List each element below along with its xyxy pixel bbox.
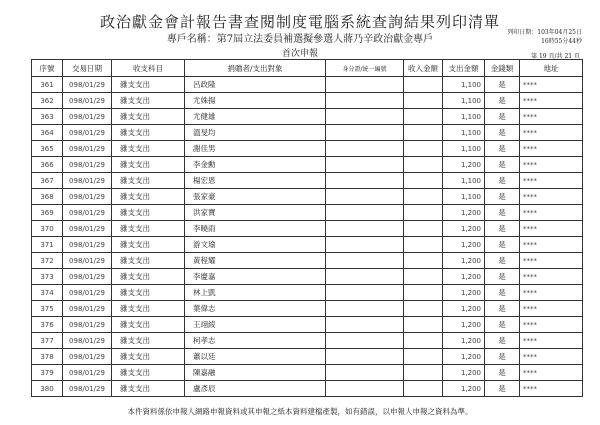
table-row	[32, 317, 583, 333]
donor-name: 李慶嘉	[185, 269, 326, 285]
id-number	[326, 205, 404, 221]
category: 雜支支出	[112, 77, 185, 93]
transaction-date: 098/01/29	[63, 285, 112, 301]
table-row	[32, 125, 583, 141]
income-amount	[404, 125, 443, 141]
category: 雜支支出	[112, 253, 185, 269]
donor-name: 陳嘉融	[185, 365, 326, 381]
donor-name: 游文瑜	[185, 237, 326, 253]
cash-flag: 是	[485, 269, 520, 285]
col-header: 地址	[520, 60, 583, 77]
table-row	[32, 157, 583, 173]
id-number	[326, 285, 404, 301]
transaction-date: 098/01/29	[63, 301, 112, 317]
transaction-date: 098/01/29	[63, 237, 112, 253]
address: ****	[520, 205, 583, 221]
cash-flag: 是	[485, 237, 520, 253]
cash-flag: 是	[485, 173, 520, 189]
id-number	[326, 173, 404, 189]
cash-flag: 是	[485, 189, 520, 205]
transaction-date: 098/01/29	[63, 109, 112, 125]
records-table	[31, 59, 583, 397]
id-number	[326, 221, 404, 237]
donor-name: 蕭以廷	[185, 349, 326, 365]
expense-amount: 1,200	[443, 269, 485, 285]
id-number	[326, 301, 404, 317]
donor-name: 尤健雄	[185, 109, 326, 125]
expense-amount: 1,100	[443, 77, 485, 93]
expense-amount: 1,200	[443, 205, 485, 221]
expense-amount: 1,100	[443, 109, 485, 125]
cash-flag: 是	[485, 317, 520, 333]
address: ****	[520, 269, 583, 285]
table-row	[32, 77, 583, 93]
table-row	[32, 349, 583, 365]
transaction-date: 098/01/29	[63, 269, 112, 285]
id-number	[326, 125, 404, 141]
serial-number: 370	[32, 221, 63, 237]
table-row	[32, 381, 583, 397]
id-number	[326, 349, 404, 365]
transaction-date: 098/01/29	[63, 221, 112, 237]
income-amount	[404, 205, 443, 221]
income-amount	[404, 333, 443, 349]
income-amount	[404, 141, 443, 157]
serial-number: 365	[32, 141, 63, 157]
id-number	[326, 157, 404, 173]
transaction-date: 098/01/29	[63, 157, 112, 173]
expense-amount: 1,200	[443, 285, 485, 301]
serial-number: 363	[32, 109, 63, 125]
category: 雜支支出	[112, 285, 185, 301]
category: 雜支支出	[112, 173, 185, 189]
transaction-date: 098/01/29	[63, 141, 112, 157]
income-amount	[404, 189, 443, 205]
col-header: 金錢類	[485, 60, 520, 77]
expense-amount: 1,200	[443, 221, 485, 237]
expense-amount: 1,100	[443, 93, 485, 109]
cash-flag: 是	[485, 381, 520, 397]
id-number	[326, 109, 404, 125]
income-amount	[404, 109, 443, 125]
donor-name: 溫旻均	[185, 125, 326, 141]
table-row	[32, 301, 583, 317]
expense-amount: 1,100	[443, 189, 485, 205]
category: 雜支支出	[112, 125, 185, 141]
id-number	[326, 365, 404, 381]
serial-number: 379	[32, 365, 63, 381]
table-row	[32, 173, 583, 189]
table-row	[32, 365, 583, 381]
address: ****	[520, 173, 583, 189]
cash-flag: 是	[485, 221, 520, 237]
donor-name: 李曉雨	[185, 221, 326, 237]
category: 雜支支出	[112, 189, 185, 205]
account-name: 專戶名稱：第7屆立法委員補選擬參選人蔣乃辛政治獻金專戶	[166, 34, 434, 45]
donor-name: 葉偉志	[185, 301, 326, 317]
table-row	[32, 269, 583, 285]
cash-flag: 是	[485, 285, 520, 301]
address: ****	[520, 109, 583, 125]
table-row	[32, 333, 583, 349]
serial-number: 377	[32, 333, 63, 349]
serial-number: 373	[32, 269, 63, 285]
cash-flag: 是	[485, 141, 520, 157]
category: 雜支支出	[112, 141, 185, 157]
id-number	[326, 269, 404, 285]
serial-number: 374	[32, 285, 63, 301]
expense-amount: 1,200	[443, 365, 485, 381]
category: 雜支支出	[112, 365, 185, 381]
income-amount	[404, 253, 443, 269]
address: ****	[520, 125, 583, 141]
table-row	[32, 189, 583, 205]
expense-amount: 1,200	[443, 157, 485, 173]
id-number	[326, 381, 404, 397]
donor-name: 謝佳男	[185, 141, 326, 157]
col-header: 收入金額	[404, 60, 443, 77]
cash-flag: 是	[485, 349, 520, 365]
footer-note: 本件資料係依申報人網路申報資料或其申報之紙本資料建檔產製，如有錯誤，以申報人申報之資料為準。	[127, 407, 473, 416]
serial-number: 375	[32, 301, 63, 317]
address: ****	[520, 253, 583, 269]
table-row	[32, 285, 583, 301]
cash-flag: 是	[485, 109, 520, 125]
table-row	[32, 237, 583, 253]
print-date: 列印日期：103年04月25日	[507, 29, 582, 36]
cash-flag: 是	[485, 301, 520, 317]
serial-number: 380	[32, 381, 63, 397]
id-number	[326, 333, 404, 349]
income-amount	[404, 349, 443, 365]
expense-amount: 1,100	[443, 173, 485, 189]
donor-name: 張家豪	[185, 189, 326, 205]
id-number	[326, 77, 404, 93]
address: ****	[520, 317, 583, 333]
address: ****	[520, 301, 583, 317]
serial-number: 364	[32, 125, 63, 141]
donor-name: 王翊綾	[185, 317, 326, 333]
expense-amount: 1,100	[443, 141, 485, 157]
cash-flag: 是	[485, 333, 520, 349]
income-amount	[404, 237, 443, 253]
address: ****	[520, 93, 583, 109]
print-time: 16時55分44秒	[541, 38, 582, 45]
address: ****	[520, 333, 583, 349]
category: 雜支支出	[112, 301, 185, 317]
serial-number: 369	[32, 205, 63, 221]
address: ****	[520, 381, 583, 397]
expense-amount: 1,100	[443, 125, 485, 141]
serial-number: 378	[32, 349, 63, 365]
transaction-date: 098/01/29	[63, 189, 112, 205]
income-amount	[404, 365, 443, 381]
address: ****	[520, 221, 583, 237]
transaction-date: 098/01/29	[63, 125, 112, 141]
serial-number: 368	[32, 189, 63, 205]
table-row	[32, 205, 583, 221]
donor-name: 洪家寶	[185, 205, 326, 221]
address: ****	[520, 157, 583, 173]
transaction-date: 098/01/29	[63, 349, 112, 365]
table-row	[32, 221, 583, 237]
income-amount	[404, 285, 443, 301]
income-amount	[404, 317, 443, 333]
donor-name: 黃程耀	[185, 253, 326, 269]
expense-amount: 1,200	[443, 317, 485, 333]
category: 雜支支出	[112, 349, 185, 365]
category: 雜支支出	[112, 381, 185, 397]
serial-number: 361	[32, 77, 63, 93]
expense-amount: 1,200	[443, 237, 485, 253]
col-header: 交易日期	[63, 60, 112, 77]
income-amount	[404, 269, 443, 285]
address: ****	[520, 141, 583, 157]
donor-name: 林上凱	[185, 285, 326, 301]
expense-amount: 1,200	[443, 253, 485, 269]
expense-amount: 1,200	[443, 333, 485, 349]
transaction-date: 098/01/29	[63, 173, 112, 189]
income-amount	[404, 381, 443, 397]
cash-flag: 是	[485, 77, 520, 93]
income-amount	[404, 173, 443, 189]
cash-flag: 是	[485, 125, 520, 141]
table-row	[32, 93, 583, 109]
expense-amount: 1,200	[443, 301, 485, 317]
income-amount	[404, 157, 443, 173]
expense-amount: 1,200	[443, 381, 485, 397]
table-row	[32, 109, 583, 125]
col-header: 序號	[32, 60, 63, 77]
transaction-date: 098/01/29	[63, 253, 112, 269]
report-title: 政治獻金會計報告書查閱制度電腦系統查詢結果列印清單	[99, 13, 500, 31]
id-number	[326, 189, 404, 205]
address: ****	[520, 189, 583, 205]
category: 雜支支出	[112, 93, 185, 109]
category: 雜支支出	[112, 269, 185, 285]
category: 雜支支出	[112, 221, 185, 237]
transaction-date: 098/01/29	[63, 333, 112, 349]
donor-name: 尤姝揚	[185, 93, 326, 109]
address: ****	[520, 365, 583, 381]
address: ****	[520, 285, 583, 301]
address: ****	[520, 77, 583, 93]
serial-number: 376	[32, 317, 63, 333]
serial-number: 362	[32, 93, 63, 109]
category: 雜支支出	[112, 157, 185, 173]
address: ****	[520, 237, 583, 253]
serial-number: 367	[32, 173, 63, 189]
transaction-date: 098/01/29	[63, 205, 112, 221]
income-amount	[404, 77, 443, 93]
expense-amount: 1,200	[443, 349, 485, 365]
category: 雜支支出	[112, 333, 185, 349]
donor-name: 楊宏恩	[185, 173, 326, 189]
serial-number: 372	[32, 253, 63, 269]
col-header: 身分證/統一編號	[326, 60, 404, 77]
donor-name: 柯孝志	[185, 333, 326, 349]
transaction-date: 098/01/29	[63, 365, 112, 381]
address: ****	[520, 349, 583, 365]
category: 雜支支出	[112, 317, 185, 333]
id-number	[326, 237, 404, 253]
donor-name: 李金勳	[185, 157, 326, 173]
table-row	[32, 253, 583, 269]
category: 雜支支出	[112, 205, 185, 221]
income-amount	[404, 301, 443, 317]
cash-flag: 是	[485, 93, 520, 109]
income-amount	[404, 221, 443, 237]
report-type: 首次申報	[281, 49, 318, 59]
id-number	[326, 141, 404, 157]
category: 雜支支出	[112, 237, 185, 253]
transaction-date: 098/01/29	[63, 77, 112, 93]
id-number	[326, 317, 404, 333]
serial-number: 371	[32, 237, 63, 253]
print-datetime	[507, 28, 582, 46]
cash-flag: 是	[485, 365, 520, 381]
transaction-date: 098/01/29	[63, 317, 112, 333]
donor-name: 呂政隆	[185, 77, 326, 93]
donor-name: 盧彥辰	[185, 381, 326, 397]
cash-flag: 是	[485, 157, 520, 173]
col-header: 收支科目	[112, 60, 185, 77]
category: 雜支支出	[112, 109, 185, 125]
income-amount	[404, 93, 443, 109]
table-header-row	[32, 60, 583, 77]
id-number	[326, 253, 404, 269]
page-info: 第 19 頁/共 21 頁	[531, 53, 580, 60]
table-row	[32, 141, 583, 157]
id-number	[326, 93, 404, 109]
cash-flag: 是	[485, 253, 520, 269]
serial-number: 366	[32, 157, 63, 173]
cash-flag: 是	[485, 205, 520, 221]
transaction-date: 098/01/29	[63, 381, 112, 397]
col-header: 捐贈者/支出對象	[185, 60, 326, 77]
transaction-date: 098/01/29	[63, 93, 112, 109]
col-header: 支出金額	[443, 60, 485, 77]
